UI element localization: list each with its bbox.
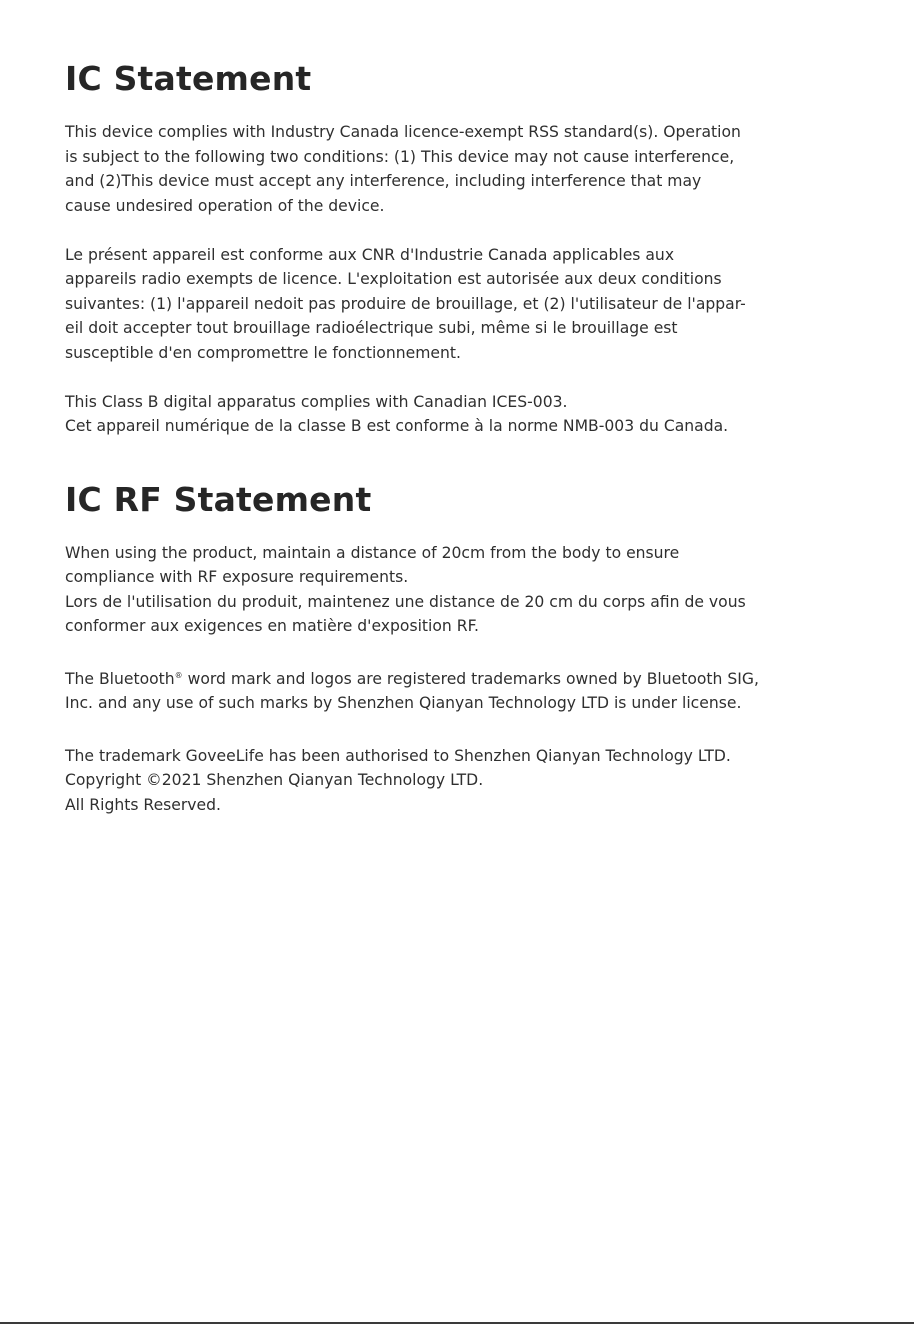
ic-statement-english-paragraph xyxy=(65,120,865,218)
rights-reserved-line: All Rights Reserved. xyxy=(65,795,221,814)
paragraph-line: This device complies with Industry Canada licence-exempt RSS standard(s). Operation xyxy=(65,123,741,141)
rf-exposure-paragraph xyxy=(65,541,865,639)
paragraph-line: cause undesired operation of the device. xyxy=(65,196,385,215)
paragraph-line: susceptible d'en compromettre le fonctionnement. xyxy=(65,343,461,362)
paragraph-line: and (2)This device must accept any interference, including interference that may xyxy=(65,172,702,190)
paragraph-line: is subject to the following two conditions: (1) This device may not cause interference, xyxy=(65,147,735,166)
ic-rf-statement-heading: IC RF Statement xyxy=(65,479,372,519)
paragraph-line: The trademark GoveeLife has been authorised to Shenzhen Qianyan Technology LTD. xyxy=(65,746,731,765)
bluetooth-text-rest: word mark and logos are registered trademarks owned by Bluetooth SIG, xyxy=(182,669,759,688)
paragraph-line: This Class B digital apparatus complies with Canadian ICES-003. xyxy=(65,392,568,411)
paragraph-line: compliance with RF exposure requirements. xyxy=(65,568,409,586)
paragraph-line xyxy=(65,667,865,692)
registered-mark: ® xyxy=(174,670,183,680)
bluetooth-text: The Bluetooth xyxy=(65,669,175,688)
ic-statement-heading: IC Statement xyxy=(65,59,312,98)
paragraph-line: suivantes: (1) l'appareil nedoit pas produire de brouillage, et (2) l'utilisateur de l'appar- xyxy=(65,294,746,313)
goveelife-trademark-paragraph xyxy=(65,744,865,818)
bluetooth-trademark-paragraph xyxy=(65,667,865,716)
paragraph-line: Lors de l'utilisation du produit, maintenez une distance de 20 cm du corps afin de vous xyxy=(65,592,746,611)
ic-statement-french-paragraph xyxy=(65,243,865,366)
paragraph-line: When using the product, maintain a distance of 20cm from the body to ensure xyxy=(65,543,680,562)
paragraph-line: Cet appareil numérique de la classe B est conforme à la norme NMB-003 du Canada. xyxy=(65,417,729,435)
paragraph-line: Inc. and any use of such marks by Shenzhen Qianyan Technology LTD is under license. xyxy=(65,694,742,712)
document-page xyxy=(65,56,865,817)
copyright-line: Copyright ©2021 Shenzhen Qianyan Technology LTD. xyxy=(65,771,484,789)
paragraph-line: eil doit accepter tout brouillage radioélectrique subi, même si le brouillage est xyxy=(65,319,678,337)
paragraph-line: conformer aux exigences en matière d'exposition RF. xyxy=(65,617,479,635)
paragraph-line: Le présent appareil est conforme aux CNR d'Industrie Canada applicables aux xyxy=(65,245,675,264)
paragraph-line: appareils radio exempts de licence. L'exploitation est autorisée aux deux conditions xyxy=(65,270,722,288)
ices-compliance-paragraph xyxy=(65,390,865,439)
